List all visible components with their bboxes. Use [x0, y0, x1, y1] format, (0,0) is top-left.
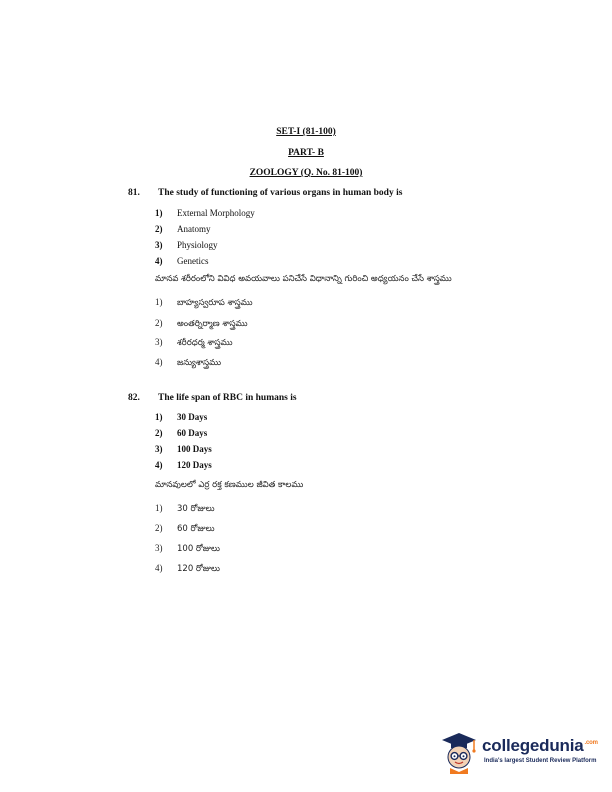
- option-item: [155, 412, 207, 422]
- telugu-option-item: [155, 318, 248, 331]
- logo-name-text: collegedunia: [482, 736, 584, 755]
- telugu-option-item: [155, 563, 220, 576]
- option-text: Anatomy: [177, 224, 211, 234]
- collegedunia-logo: [438, 728, 604, 776]
- graduate-mascot-icon: [438, 730, 480, 774]
- telugu-option-item: [155, 357, 221, 370]
- option-number: 3): [155, 240, 163, 250]
- part-heading: PART- B: [288, 148, 324, 158]
- subject-heading: ZOOLOGY (Q. No. 81-100): [249, 168, 363, 178]
- question-text: The study of functioning of various organs in human body is: [158, 188, 403, 198]
- option-number: 3): [155, 543, 163, 553]
- logo-wordmark: [482, 736, 598, 756]
- option-number: 1): [155, 208, 163, 218]
- telugu-option-text: 100 రోజులు: [177, 544, 220, 554]
- option-number: 1): [155, 503, 163, 513]
- option-text: 120 Days: [177, 460, 212, 470]
- telugu-option-text: 30 రోజులు: [177, 504, 215, 514]
- option-item: [155, 224, 211, 234]
- telugu-option-text: శరీరధర్మ శాస్త్రము: [177, 338, 233, 348]
- question-number: 82.: [128, 393, 140, 403]
- option-text: External Morphology: [177, 208, 255, 218]
- option-text: 30 Days: [177, 412, 208, 422]
- telugu-question-text: మానవులలో ఎర్ర రక్త కణముల జీవిత కాలము: [155, 480, 304, 490]
- option-text: 100 Days: [177, 444, 212, 454]
- option-item: [155, 460, 212, 470]
- telugu-option-item: [155, 297, 253, 310]
- option-item: [155, 208, 255, 218]
- option-number: 4): [155, 357, 163, 367]
- telugu-option-text: 60 రోజులు: [177, 524, 215, 534]
- option-item: [155, 240, 218, 250]
- option-item: [155, 256, 209, 266]
- option-item: [155, 444, 212, 454]
- option-number: 3): [155, 444, 163, 454]
- logo-tagline: India's largest Student Review Platform: [484, 758, 597, 764]
- option-text: Physiology: [177, 240, 218, 250]
- option-number: 1): [155, 297, 163, 307]
- option-number: 2): [155, 523, 163, 533]
- option-number: 2): [155, 318, 163, 328]
- telugu-option-item: [155, 337, 233, 350]
- logo-suffix: .com: [584, 740, 598, 747]
- telugu-option-text: 120 రోజులు: [177, 564, 220, 574]
- option-text: Genetics: [177, 256, 209, 266]
- telugu-option-text: బాహ్యస్వరూప శాస్త్రము: [177, 298, 253, 308]
- option-item: [155, 428, 207, 438]
- telugu-option-item: [155, 543, 220, 556]
- question-text: The life span of RBC in humans is: [158, 393, 297, 403]
- telugu-question-text: మానవ శరీరంలోని వివిధ అవయవాలు పనిచేసే విధానాన్ని గురించి అధ్యయనం చేసే శాస్త్రము: [155, 274, 452, 284]
- question-number: 81.: [128, 188, 140, 198]
- telugu-option-item: [155, 503, 215, 516]
- option-number: 4): [155, 256, 163, 266]
- set-heading: SET-I (81-100): [276, 127, 336, 137]
- option-text: 60 Days: [177, 428, 208, 438]
- option-number: 4): [155, 460, 163, 470]
- telugu-option-text: జన్యుశాస్త్రము: [177, 358, 222, 368]
- telugu-option-item: [155, 523, 215, 536]
- option-number: 3): [155, 337, 163, 347]
- option-number: 1): [155, 412, 163, 422]
- telugu-option-text: అంతర్నిర్మాణ శాస్త్రము: [177, 319, 248, 329]
- option-number: 4): [155, 563, 163, 573]
- option-number: 2): [155, 428, 163, 438]
- option-number: 2): [155, 224, 163, 234]
